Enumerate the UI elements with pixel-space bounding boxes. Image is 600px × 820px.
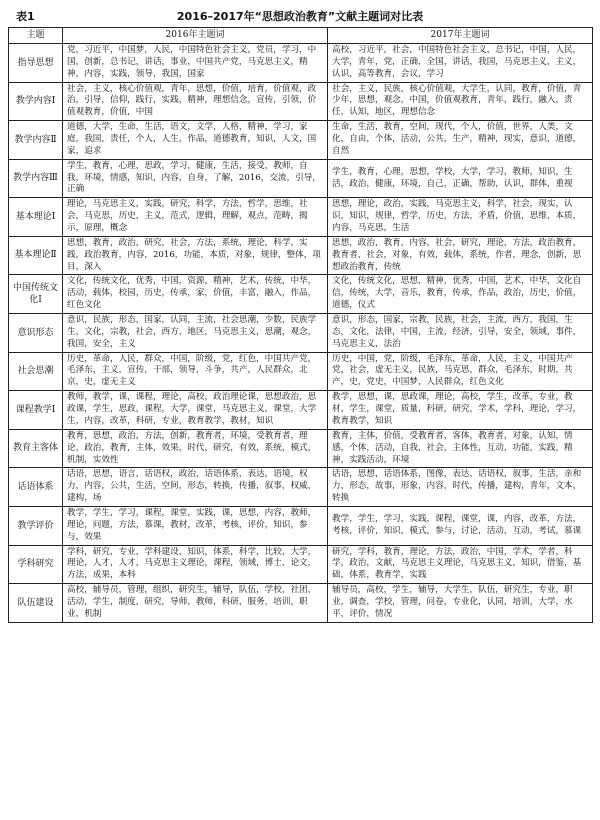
terms-2016-cell: 教学，学生，学习，课程，课堂，实践，课，思想，内容，教师，理论，问题，方法，慕课，教材，改革，考核，评价，知识，参与，效果: [63, 506, 328, 545]
table-row: [9, 82, 593, 121]
terms-2017-cell: 辅导员，高校，学生，辅导，大学生，队伍，研究生，专业，职业，调查，学校，管理，问卷，专业化，认同，培训，大学，水平，评价，情况: [328, 584, 593, 623]
table-row: [9, 314, 593, 353]
topic-cell: 话语体系: [9, 468, 63, 507]
topic-cell: 意识形态: [9, 314, 63, 353]
table-row: [9, 198, 593, 237]
terms-2017-cell: 教学，学生，学习，实践，课程，课堂，课，内容，改革，方法，考核，评价，知识，模式，参与，讨论，活动，互动，考试，慕课: [328, 506, 593, 545]
terms-2016-cell: 历史，革命，人民，群众，中国，阶级，党，红色，中国共产党，毛泽东，主义，宣传，干部，领导，斗争，共产，人民群众，北京，史，虚无主义: [63, 352, 328, 391]
terms-2016-cell: 教师，教学，课，课程，理论，高校，政治理论课，思想政治，思政课，学生，思政，课程，大学，课堂，马克思主义，课堂，大学生，内容，改革，科研，专业，教育教学，教材，知识: [63, 391, 328, 430]
topic-cell: 指导思想: [9, 44, 63, 83]
table-row: [9, 44, 593, 83]
terms-2016-cell: 党，习近平，中国梦，人民，中国特色社会主义，党员，学习，中国，创新，总书记，讲话，事业，中国共产党，马克思主义，精神，内容，实践，领导，我国，国家: [63, 44, 328, 83]
terms-2016-cell: 学科，研究，专业，学科建设，知识，体系，科学，比较，大学，理论，人才，人才，马克思主义理论，课程，领域，博士，论文，方法，成果，本科: [63, 545, 328, 584]
terms-2017-cell: 教学，思想，课，思政课，理论，高校，学生，改革，专业，教材，学生，课堂，质量，科研，研究，学术，学科，理论，学习，教育教学，知识: [328, 391, 593, 430]
terms-2017-cell: 历史，中国，党，阶级，毛泽东，革命，人民，主义，中国共产党，社会，虚无主义，民族，马克思，群众，毛泽东，时期，共产，史，党史，中国梦，人民群众，红色文化: [328, 352, 593, 391]
topic-cell: 教育主客体: [9, 429, 63, 468]
header-2017: 2017年主题词: [328, 28, 593, 44]
table-label: 表1: [16, 10, 35, 23]
header-topic: 主题: [9, 28, 63, 44]
topic-cell: 学科研究: [9, 545, 63, 584]
topic-cell: 基本理论Ⅱ: [9, 236, 63, 275]
table-row: [9, 584, 593, 623]
terms-2016-cell: 意识，民族，形态，国家，认同，主流，社会思潮，少数，民族学生，文化，宗教，社会，西方，地区，马克思主义，思潮，观念，我国，安全，主义: [63, 314, 328, 353]
topic-cell: 教学评价: [9, 506, 63, 545]
terms-2017-cell: 高校，习近平，社会，中国特色社会主义，总书记，中国，人民，大学，青年，党，正确，全国，讲话，我国，马克思主义，主义，认识，高等教育，会议，学习: [328, 44, 593, 83]
table-row: [9, 236, 593, 275]
table-row: [9, 545, 593, 584]
terms-2017-cell: 生命，生活，教育，空间，现代，个人，价值，世界，人类，文化，自由，个体，活动，公共，生产，精神，现实，意识，道德，自然: [328, 121, 593, 160]
topic-cell: 中国传统文化Ⅰ: [9, 275, 63, 314]
terms-2017-cell: 学生，教育，心理，思想，学校，大学，学习，教师，知识，生活，政治，健康，环境，自己，正确，帮助，认识，群体，重视: [328, 159, 593, 198]
header-2016: 2016年主题词: [63, 28, 328, 44]
terms-2017-cell: 教育，主体，价值，受教育者，客体，教育者，对象，认知，情感，个体，活动，自我，社会，主体性，互动，功能，实践，精神，实践活动，环境: [328, 429, 593, 468]
terms-2016-cell: 社会，主义，核心价值观，青年，思想，价值，培育，价值观，政治，引导，信仰，践行，实践，精神，理想信念，宣传，引领，价值观教育，价值，中国: [63, 82, 328, 121]
terms-2016-cell: 文化，传统文化，优秀，中国，资源，精神，艺术，传统，中华，活动，载体，校园，历史，传承，家，价值，丰富，融入，作品，红色文化: [63, 275, 328, 314]
terms-2017-cell: 思想，理论，政治，实践，马克思主义，科学，社会，现实，认识，知识，规律，哲学，历史，方法，矛盾，价值，思维，本质，内容，马克思，生活: [328, 198, 593, 237]
terms-2017-cell: 思想，政治，教育，内容，社会，研究，理论，方法，政治教育，教育者，社会，对象，有效，载体，系统，作者，理念，创新，思想政治教育，传统: [328, 236, 593, 275]
table-header-row: [9, 28, 593, 44]
topic-cell: 课程教学Ⅰ: [9, 391, 63, 430]
topic-comparison-table: [8, 27, 593, 623]
table-title: 2016–2017年“思想政治教育”文献主题词对比表: [176, 10, 424, 23]
topic-cell: 社会思潮: [9, 352, 63, 391]
terms-2017-cell: 文化，传统文化，思想，精神，优秀，中国，艺术，中华，文化自信，传统，大学，音乐，教育，传承，作品，政治，历史，价值，道德，仪式: [328, 275, 593, 314]
table-row: [9, 121, 593, 160]
table-row: [9, 275, 593, 314]
terms-2016-cell: 教育，思想，政治，方法，创新，教育者，环境，受教育者，理论，政治，教育，主体，效果，时代，研究，有效，系统，模式，机制，实效性: [63, 429, 328, 468]
topic-cell: 教学内容Ⅱ: [9, 121, 63, 160]
table-row: [9, 352, 593, 391]
terms-2016-cell: 学生，教育，心理，思政，学习，健康，生活，接受，教师，自我，环境，情感，知识，内容，自身，了解，2016，交流，引导，正确: [63, 159, 328, 198]
table-row: [9, 506, 593, 545]
topic-cell: 教学内容Ⅰ: [9, 82, 63, 121]
terms-2017-cell: 研究，学科，教育，理论，方法，政治，中国，学术，学者，科学，政治，文献，马克思主义理论，马克思主义，知识，借鉴，基础，体系，教育学，实践: [328, 545, 593, 584]
table-row: [9, 159, 593, 198]
terms-2017-cell: 话语，思想，话语体系，图像，表达，话语权，叙事，生活，亲和力，形态，故事，形象，内容，时代，传播，建构，青年，文本，转换: [328, 468, 593, 507]
terms-2016-cell: 话语，思想，语言，话语权，政治，话语体系，表达，语境，权力，内容，公共，生活，空间，形态，转换，传播，叙事，权威，建构，场: [63, 468, 328, 507]
topic-cell: 教学内容Ⅲ: [9, 159, 63, 198]
terms-2016-cell: 道德，大学，生命，生活，语文，文学，人格，精神，学习，家庭，我国，责任，个人，人生，作品，道德教育，知识，人文，国家，追求: [63, 121, 328, 160]
terms-2017-cell: 社会，主义，民族，核心价值观，大学生，认同，教育，价值，青少年，思想，观念，中国，价值观教育，青年，践行，融入，责任，认知，地区，理想信念: [328, 82, 593, 121]
terms-2016-cell: 高校，辅导员，管理，组织，研究生，辅导，队伍，学校，社团，活动，学生，制度，研究，导师，教师，科研，服务，培训，职业，机制: [63, 584, 328, 623]
topic-cell: 基本理论Ⅰ: [9, 198, 63, 237]
topic-cell: 队伍建设: [9, 584, 63, 623]
terms-2016-cell: 思想，教育，政治，研究，社会，方法，系统，理论，科学，实践，政治教育，内容，2016，功能，本质，对象，规律，整体，项目，深入: [63, 236, 328, 275]
table-row: [9, 429, 593, 468]
table-row: [9, 468, 593, 507]
table-header: [8, 8, 592, 24]
table-row: [9, 391, 593, 430]
terms-2016-cell: 理论，马克思主义，实践，研究，科学，方法，哲学，思维，社会，马克思，历史，主义，范式，逻辑，理解，观点，范畴，揭示，原理，概念: [63, 198, 328, 237]
terms-2017-cell: 意识，形态，国家，宗教，民族，社会，主流，西方，我国，生态，文化，法律，中国，主流，经济，引导，安全，领域，事件，马克思主义，法治: [328, 314, 593, 353]
